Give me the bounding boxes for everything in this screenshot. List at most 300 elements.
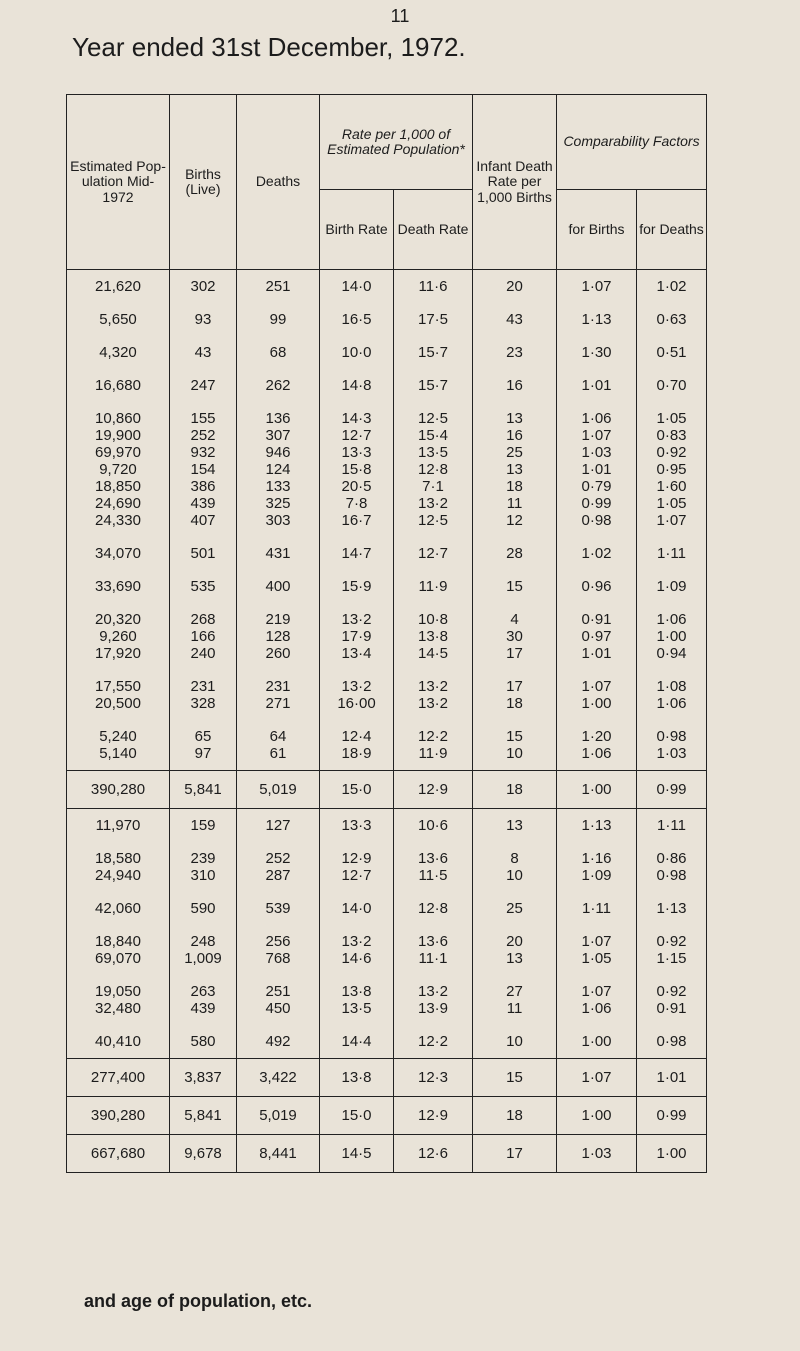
cell-br bbox=[320, 402, 394, 537]
cell-value: 133 bbox=[265, 478, 291, 495]
total-cell-br: 15·0 bbox=[320, 771, 394, 809]
cell-value: 1·13 bbox=[581, 311, 612, 328]
vital-statistics-table bbox=[66, 94, 707, 1173]
total-cell-deaths: 8,441 bbox=[237, 1135, 320, 1173]
cell-value: 18,840 bbox=[95, 933, 141, 950]
total-cell-pop: 277,400 bbox=[67, 1059, 170, 1097]
cell-value: 260 bbox=[265, 645, 291, 662]
cell-value: 932 bbox=[190, 444, 216, 461]
cell-value: 15 bbox=[506, 578, 523, 595]
cell-value: 16,680 bbox=[95, 377, 141, 394]
cell-value: 1·07 bbox=[581, 278, 612, 295]
cell-value: 124 bbox=[265, 461, 291, 478]
cell-deaths bbox=[237, 809, 320, 843]
total-cell-cb: 1·07 bbox=[557, 1059, 637, 1097]
cell-br bbox=[320, 603, 394, 670]
cell-cd bbox=[637, 720, 707, 771]
header-comparability-group: Comparability Factors bbox=[557, 95, 707, 190]
cell-value: 501 bbox=[190, 545, 216, 562]
total-cell-dr: 12·9 bbox=[394, 1097, 473, 1135]
cell-value: 17·5 bbox=[417, 311, 449, 328]
total-cell-cd: 1·01 bbox=[637, 1059, 707, 1097]
cell-value: 0·98 bbox=[581, 512, 612, 529]
cell-value: 16·7 bbox=[341, 512, 372, 529]
cell-value: 1·13 bbox=[581, 817, 612, 834]
cell-births bbox=[170, 1025, 237, 1059]
cell-cd bbox=[637, 975, 707, 1025]
cell-value: 14·3 bbox=[341, 410, 372, 427]
cell-value: 1·03 bbox=[581, 444, 612, 461]
cell-value: 13·4 bbox=[341, 645, 372, 662]
header-for-deaths: for Deaths bbox=[637, 190, 707, 270]
cell-value: 0·95 bbox=[656, 461, 687, 478]
cell-value: 1·01 bbox=[581, 377, 612, 394]
cell-value: 1·06 bbox=[656, 611, 687, 628]
cell-value: 240 bbox=[190, 645, 216, 662]
cell-cd bbox=[637, 270, 707, 304]
cell-idr bbox=[473, 270, 557, 304]
cell-value: 1·06 bbox=[581, 410, 612, 427]
cell-value: 64 bbox=[269, 728, 287, 745]
cell-value: 219 bbox=[265, 611, 291, 628]
cell-value: 18 bbox=[506, 695, 523, 712]
cell-value: 8 bbox=[510, 850, 519, 867]
cell-value: 1·03 bbox=[656, 745, 687, 762]
cell-value: 1·13 bbox=[656, 900, 687, 917]
total-cell-br: 15·0 bbox=[320, 1097, 394, 1135]
table-body-section-b bbox=[67, 809, 707, 1059]
total-cell-cb: 1·00 bbox=[557, 1097, 637, 1135]
cell-br bbox=[320, 369, 394, 402]
cell-value: 13·5 bbox=[341, 1000, 372, 1017]
cell-value: 11·5 bbox=[418, 867, 448, 884]
cell-value: 1·00 bbox=[581, 695, 612, 712]
cell-value: 32,480 bbox=[95, 1000, 141, 1017]
cell-value: 7·8 bbox=[345, 495, 368, 512]
cell-value: 13·2 bbox=[417, 495, 449, 512]
total-cell-br: 14·5 bbox=[320, 1135, 394, 1173]
cell-pop bbox=[67, 603, 170, 670]
header-death-rate: Death Rate bbox=[394, 190, 473, 270]
cell-value: 1·30 bbox=[581, 344, 612, 361]
total-cell-births: 3,837 bbox=[170, 1059, 237, 1097]
cell-idr bbox=[473, 842, 557, 892]
cell-cd bbox=[637, 892, 707, 925]
cell-value: 268 bbox=[190, 611, 216, 628]
cell-dr bbox=[394, 670, 473, 720]
cell-value: 11 bbox=[506, 1000, 523, 1017]
cell-br bbox=[320, 537, 394, 570]
cell-br bbox=[320, 270, 394, 304]
cell-deaths bbox=[237, 842, 320, 892]
cell-dr bbox=[394, 336, 473, 369]
cell-value: 13·8 bbox=[341, 983, 372, 1000]
cell-value: 1·60 bbox=[656, 478, 687, 495]
cell-value: 0·96 bbox=[581, 578, 612, 595]
cell-deaths bbox=[237, 975, 320, 1025]
cell-value: 310 bbox=[190, 867, 216, 884]
cell-value: 0·98 bbox=[656, 1033, 687, 1050]
cell-cd bbox=[637, 402, 707, 537]
cell-value: 42,060 bbox=[95, 900, 141, 917]
cell-value: 40,410 bbox=[95, 1033, 141, 1050]
cell-value: 5,650 bbox=[99, 311, 137, 328]
cell-br bbox=[320, 720, 394, 771]
cell-idr bbox=[473, 303, 557, 336]
cell-br bbox=[320, 303, 394, 336]
cell-value: 12·2 bbox=[417, 728, 449, 745]
cell-value: 136 bbox=[265, 410, 291, 427]
cell-cd bbox=[637, 570, 707, 603]
cell-value: 13·2 bbox=[417, 695, 449, 712]
cell-cb bbox=[557, 925, 637, 975]
cell-value: 12·5 bbox=[417, 512, 449, 529]
cell-dr bbox=[394, 303, 473, 336]
cell-value: 1·08 bbox=[656, 678, 687, 695]
cell-pop bbox=[67, 892, 170, 925]
cell-value: 303 bbox=[265, 512, 291, 529]
cell-value: 0·63 bbox=[656, 311, 687, 328]
cell-cb bbox=[557, 892, 637, 925]
cell-idr bbox=[473, 670, 557, 720]
cell-cb bbox=[557, 720, 637, 771]
cell-value: 18·9 bbox=[341, 745, 372, 762]
cell-deaths bbox=[237, 369, 320, 402]
cell-pop bbox=[67, 809, 170, 843]
cell-value: 14·6 bbox=[341, 950, 372, 967]
table-totals-section-b bbox=[67, 1059, 707, 1173]
cell-value: 18,850 bbox=[95, 478, 141, 495]
cell-value: 20,500 bbox=[95, 695, 141, 712]
cell-cb bbox=[557, 369, 637, 402]
cell-value: 1·07 bbox=[656, 512, 687, 529]
cell-pop bbox=[67, 303, 170, 336]
total-cell-cb: 1·00 bbox=[557, 771, 637, 809]
cell-value: 0·91 bbox=[656, 1000, 687, 1017]
cell-value: 13·2 bbox=[341, 611, 372, 628]
cell-value: 13·2 bbox=[417, 678, 449, 695]
cell-pop bbox=[67, 670, 170, 720]
cell-value: 28 bbox=[506, 545, 523, 562]
cell-value: 27 bbox=[506, 983, 523, 1000]
cell-br bbox=[320, 1025, 394, 1059]
cell-value: 431 bbox=[265, 545, 291, 562]
cell-value: 1·02 bbox=[581, 545, 612, 562]
cell-value: 407 bbox=[190, 512, 216, 529]
cell-dr bbox=[394, 537, 473, 570]
cell-idr bbox=[473, 720, 557, 771]
cell-value: 23 bbox=[506, 344, 523, 361]
cell-deaths bbox=[237, 925, 320, 975]
cell-deaths bbox=[237, 402, 320, 537]
cell-value: 11·9 bbox=[418, 745, 448, 762]
cell-value: 1·02 bbox=[656, 278, 687, 295]
cell-value: 946 bbox=[265, 444, 291, 461]
cell-value: 25 bbox=[506, 900, 523, 917]
total-cell-deaths: 5,019 bbox=[237, 771, 320, 809]
table-row bbox=[67, 975, 707, 1025]
cell-cb bbox=[557, 975, 637, 1025]
cell-dr bbox=[394, 809, 473, 843]
cell-value: 12·4 bbox=[341, 728, 372, 745]
cell-idr bbox=[473, 369, 557, 402]
cell-idr bbox=[473, 809, 557, 843]
cell-value: 93 bbox=[194, 311, 212, 328]
cell-cd bbox=[637, 925, 707, 975]
cell-value: 231 bbox=[265, 678, 291, 695]
cell-value: 15·4 bbox=[417, 427, 449, 444]
cell-value: 1·05 bbox=[656, 495, 687, 512]
cell-br bbox=[320, 892, 394, 925]
cell-br bbox=[320, 336, 394, 369]
cell-value: 155 bbox=[190, 410, 216, 427]
cell-cd bbox=[637, 537, 707, 570]
cell-br bbox=[320, 925, 394, 975]
total-cell-br: 13·8 bbox=[320, 1059, 394, 1097]
cell-value: 13 bbox=[506, 817, 523, 834]
cell-value: 13·2 bbox=[417, 983, 449, 1000]
cell-deaths bbox=[237, 570, 320, 603]
cell-value: 1·11 bbox=[582, 900, 611, 917]
cell-value: 328 bbox=[190, 695, 216, 712]
cell-pop bbox=[67, 402, 170, 537]
cell-births bbox=[170, 402, 237, 537]
cell-value: 439 bbox=[190, 495, 216, 512]
cell-value: 69,070 bbox=[95, 950, 141, 967]
header-for-births: for Births bbox=[557, 190, 637, 270]
cell-cd bbox=[637, 336, 707, 369]
cell-value: 1·09 bbox=[656, 578, 687, 595]
cell-idr bbox=[473, 603, 557, 670]
cell-pop bbox=[67, 1025, 170, 1059]
cell-dr bbox=[394, 975, 473, 1025]
cell-value: 1·15 bbox=[656, 950, 687, 967]
total-cell-idr: 18 bbox=[473, 771, 557, 809]
cell-value: 287 bbox=[265, 867, 291, 884]
total-cell-idr: 17 bbox=[473, 1135, 557, 1173]
cell-pop bbox=[67, 336, 170, 369]
cell-dr bbox=[394, 402, 473, 537]
cell-deaths bbox=[237, 892, 320, 925]
cell-value: 25 bbox=[506, 444, 523, 461]
cell-value: 13·3 bbox=[341, 444, 372, 461]
cell-value: 15·9 bbox=[341, 578, 372, 595]
total-cell-pop: 390,280 bbox=[67, 1097, 170, 1135]
cell-value: 43 bbox=[506, 311, 523, 328]
cell-cd bbox=[637, 842, 707, 892]
cell-cb bbox=[557, 336, 637, 369]
cell-value: 43 bbox=[194, 344, 212, 361]
cell-value: 768 bbox=[265, 950, 291, 967]
cell-value: 1·11 bbox=[657, 545, 686, 562]
table-body-section-a bbox=[67, 270, 707, 771]
cell-cd bbox=[637, 1025, 707, 1059]
cell-value: 17·9 bbox=[341, 628, 372, 645]
cell-idr bbox=[473, 975, 557, 1025]
cell-births bbox=[170, 975, 237, 1025]
cell-value: 30 bbox=[506, 628, 523, 645]
cell-value: 11 bbox=[506, 495, 523, 512]
cell-value: 1,009 bbox=[184, 950, 222, 967]
cell-births bbox=[170, 720, 237, 771]
cell-value: 1·07 bbox=[581, 678, 612, 695]
cell-value: 11·1 bbox=[418, 950, 448, 967]
cell-value: 12·5 bbox=[417, 410, 449, 427]
cell-value: 14·7 bbox=[341, 545, 372, 562]
cell-value: 231 bbox=[190, 678, 216, 695]
cell-value: 15 bbox=[506, 728, 523, 745]
cell-births bbox=[170, 537, 237, 570]
cell-value: 12·8 bbox=[417, 900, 449, 917]
cell-value: 68 bbox=[269, 344, 287, 361]
cell-value: 535 bbox=[190, 578, 216, 595]
table-row bbox=[67, 336, 707, 369]
cell-value: 13·5 bbox=[417, 444, 449, 461]
cell-value: 251 bbox=[265, 278, 291, 295]
cell-value: 65 bbox=[194, 728, 212, 745]
cell-value: 11·6 bbox=[418, 278, 448, 295]
cell-value: 154 bbox=[190, 461, 216, 478]
cell-value: 492 bbox=[265, 1033, 291, 1050]
cell-births bbox=[170, 570, 237, 603]
cell-value: 0·97 bbox=[581, 628, 612, 645]
cell-value: 256 bbox=[265, 933, 291, 950]
cell-cb bbox=[557, 670, 637, 720]
cell-cb bbox=[557, 603, 637, 670]
cell-value: 61 bbox=[269, 745, 287, 762]
cell-value: 14·8 bbox=[341, 377, 372, 394]
cell-value: 12·8 bbox=[417, 461, 449, 478]
cell-value: 10,860 bbox=[95, 410, 141, 427]
cell-cd bbox=[637, 303, 707, 336]
cell-dr bbox=[394, 925, 473, 975]
cell-value: 17,550 bbox=[95, 678, 141, 695]
cell-value: 1·06 bbox=[656, 695, 687, 712]
cell-value: 239 bbox=[190, 850, 216, 867]
cell-cb bbox=[557, 570, 637, 603]
cell-value: 1·11 bbox=[657, 817, 686, 834]
total-cell-births: 9,678 bbox=[170, 1135, 237, 1173]
cell-value: 16·5 bbox=[341, 311, 372, 328]
cell-value: 0·98 bbox=[656, 867, 687, 884]
cell-value: 18,580 bbox=[95, 850, 141, 867]
cell-value: 21,620 bbox=[95, 278, 141, 295]
cell-value: 1·01 bbox=[581, 645, 612, 662]
cell-value: 10 bbox=[506, 867, 523, 884]
cell-value: 99 bbox=[269, 311, 287, 328]
cell-value: 302 bbox=[190, 278, 216, 295]
cell-value: 13·3 bbox=[341, 817, 372, 834]
cell-idr bbox=[473, 570, 557, 603]
table-row bbox=[67, 842, 707, 892]
cell-idr bbox=[473, 925, 557, 975]
total-cell-deaths: 5,019 bbox=[237, 1097, 320, 1135]
cell-pop bbox=[67, 537, 170, 570]
cell-deaths bbox=[237, 303, 320, 336]
cell-dr bbox=[394, 720, 473, 771]
cell-value: 16·00 bbox=[337, 695, 376, 712]
cell-value: 11,970 bbox=[95, 817, 141, 834]
cell-births bbox=[170, 603, 237, 670]
cell-value: 439 bbox=[190, 1000, 216, 1017]
cell-deaths bbox=[237, 336, 320, 369]
cell-idr bbox=[473, 336, 557, 369]
cell-value: 14·0 bbox=[341, 278, 372, 295]
cell-value: 450 bbox=[265, 1000, 291, 1017]
table-row bbox=[67, 1025, 707, 1059]
cell-deaths bbox=[237, 1025, 320, 1059]
cell-value: 12·2 bbox=[417, 1033, 449, 1050]
cell-value: 19,900 bbox=[95, 427, 141, 444]
cell-value: 1·00 bbox=[581, 1033, 612, 1050]
total-cell-pop: 667,680 bbox=[67, 1135, 170, 1173]
cell-value: 24,330 bbox=[95, 512, 141, 529]
cell-value: 13·9 bbox=[417, 1000, 449, 1017]
cell-value: 13·8 bbox=[417, 628, 449, 645]
cell-value: 69,970 bbox=[95, 444, 141, 461]
cell-value: 24,690 bbox=[95, 495, 141, 512]
cell-value: 386 bbox=[190, 478, 216, 495]
cell-idr bbox=[473, 892, 557, 925]
cell-br bbox=[320, 842, 394, 892]
cell-value: 10·0 bbox=[341, 344, 372, 361]
cell-value: 1·09 bbox=[581, 867, 612, 884]
cell-value: 5,140 bbox=[99, 745, 137, 762]
cell-value: 12 bbox=[506, 512, 523, 529]
total-cell-cd: 1·00 bbox=[637, 1135, 707, 1173]
cell-cd bbox=[637, 670, 707, 720]
cell-br bbox=[320, 570, 394, 603]
cell-deaths bbox=[237, 270, 320, 304]
cell-value: 24,940 bbox=[95, 867, 141, 884]
cell-pop bbox=[67, 925, 170, 975]
cell-cb bbox=[557, 303, 637, 336]
cell-value: 15·7 bbox=[417, 344, 449, 361]
cell-value: 7·1 bbox=[422, 478, 444, 495]
cell-value: 1·05 bbox=[656, 410, 687, 427]
cell-value: 1·06 bbox=[581, 745, 612, 762]
cell-value: 9,720 bbox=[99, 461, 137, 478]
footer-note: and age of population, etc. bbox=[84, 1291, 313, 1311]
cell-births bbox=[170, 303, 237, 336]
header-births: Births (Live) bbox=[170, 95, 237, 270]
cell-births bbox=[170, 809, 237, 843]
cell-deaths bbox=[237, 603, 320, 670]
cell-value: 0·91 bbox=[581, 611, 612, 628]
total-cell-idr: 15 bbox=[473, 1059, 557, 1097]
cell-value: 1·07 bbox=[581, 983, 612, 1000]
cell-idr bbox=[473, 1025, 557, 1059]
table-row bbox=[67, 570, 707, 603]
cell-value: 252 bbox=[265, 850, 291, 867]
cell-value: 17 bbox=[506, 678, 523, 695]
cell-value: 263 bbox=[190, 983, 216, 1000]
total-row bbox=[67, 1097, 707, 1135]
cell-value: 247 bbox=[190, 377, 216, 394]
cell-value: 13·2 bbox=[341, 933, 372, 950]
table-total-section-a bbox=[67, 771, 707, 809]
cell-value: 0·51 bbox=[656, 344, 687, 361]
cell-br bbox=[320, 809, 394, 843]
cell-dr bbox=[394, 842, 473, 892]
cell-births bbox=[170, 270, 237, 304]
total-cell-deaths: 3,422 bbox=[237, 1059, 320, 1097]
cell-value: 307 bbox=[265, 427, 291, 444]
total-cell-births: 5,841 bbox=[170, 1097, 237, 1135]
cell-value: 20·5 bbox=[341, 478, 372, 495]
cell-value: 20 bbox=[506, 278, 523, 295]
table-row bbox=[67, 402, 707, 537]
